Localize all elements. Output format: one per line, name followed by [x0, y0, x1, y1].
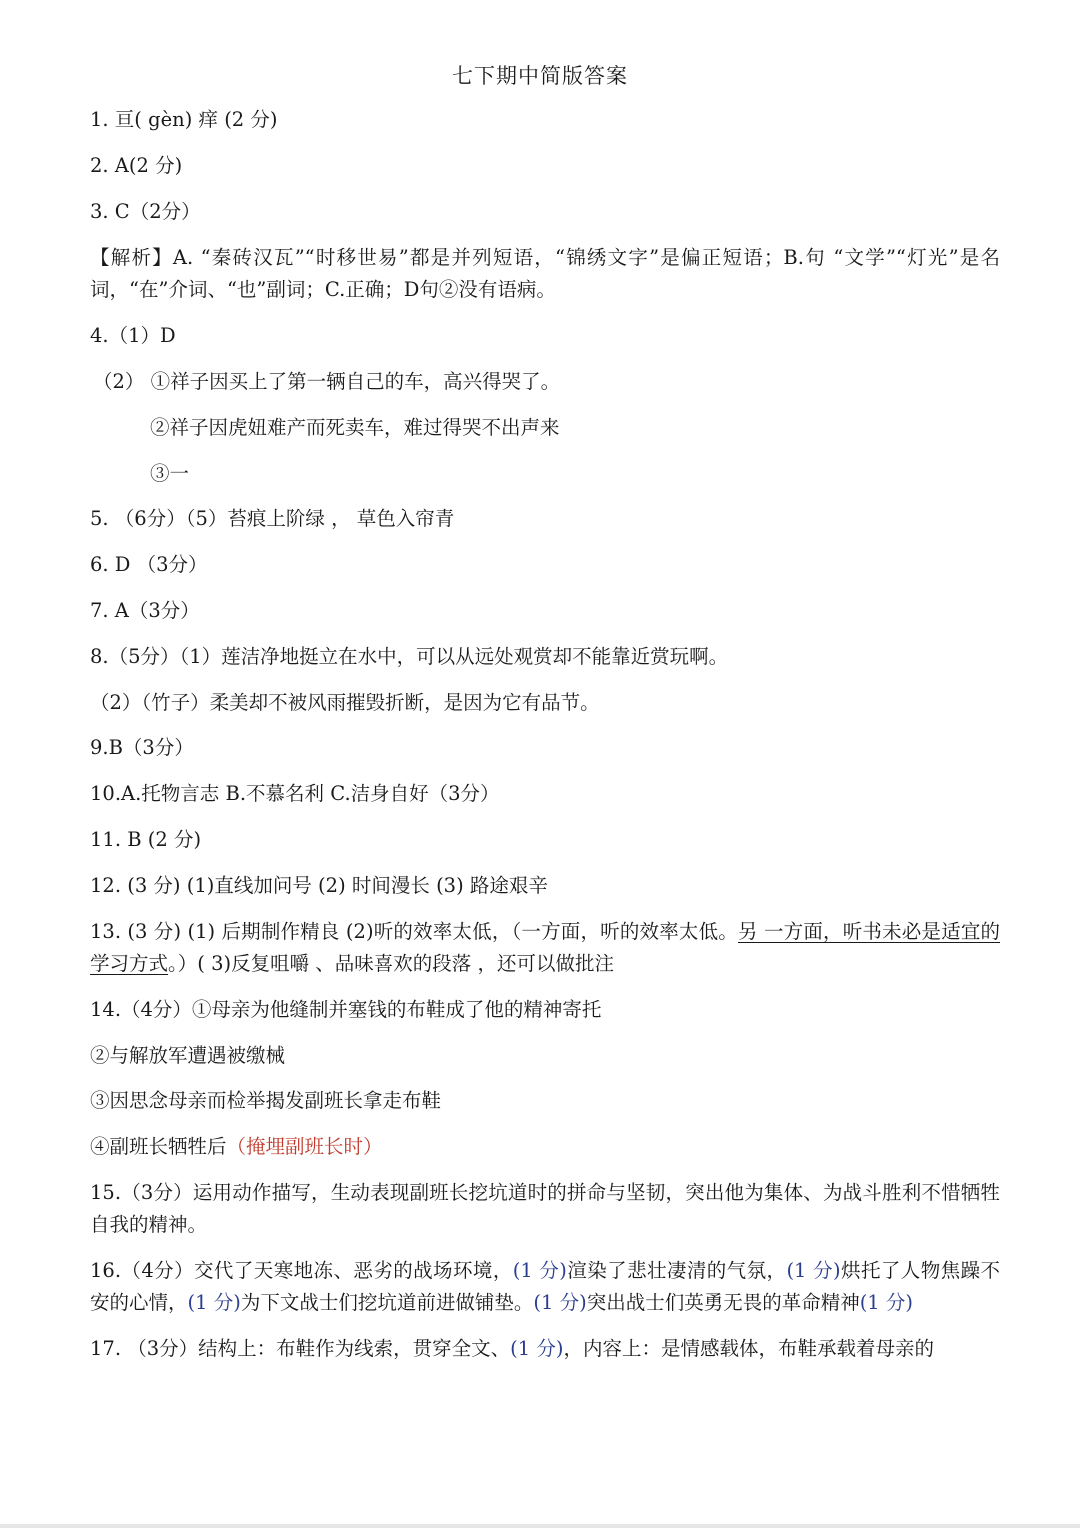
- answer-14-item-4: [90, 1131, 383, 1163]
- answer-15: 15.（3分）运用动作描写，生动表现副班长挖坑道时的拼命与坚韧，突出他为集体、为战斗胜利不惜牺牲自我的精神。: [90, 1181, 1000, 1236]
- answer-4-part-2-c: ③一: [150, 462, 190, 485]
- answer-13: [90, 916, 1000, 980]
- answer-16: [90, 1255, 1000, 1319]
- answer-2: 2. A(2 分): [90, 154, 183, 177]
- answer-13-text-end: 。）( 3)反复咀嚼 、品味喜欢的段落 ，还可以做批注: [168, 952, 614, 975]
- answer-7: 7. A（3分）: [90, 599, 200, 622]
- answer-17-text-2: ，内容上：是情感载体，布鞋承载着母亲的: [563, 1337, 934, 1360]
- point-mark: (1 分): [187, 1291, 241, 1314]
- answer-1: 1. 亘( gèn) 痒 (2 分): [90, 108, 278, 131]
- answer-9: 9.B（3分）: [90, 736, 194, 759]
- answer-4-part-2: （2） ①祥子因买上了第一辆自己的车，高兴得哭了。: [93, 370, 561, 393]
- answer-4-part-1: 4.（1）D: [90, 324, 176, 347]
- page-title: 七下期中简版答案: [452, 64, 628, 88]
- answer-14-item-4-text: ④副班长牺牲后: [90, 1135, 227, 1158]
- answer-14-red-note: （掩埋副班长时）: [226, 1135, 383, 1158]
- answer-8-part-2: （2）（竹子）柔美却不被风雨摧毁折断，是因为它有品节。: [90, 691, 600, 714]
- answer-8-part-1: 8.（5分）（1）莲洁净地挺立在水中，可以从远处观赏却不能靠近赏玩啊。: [90, 645, 729, 668]
- answer-3: 3. C（2分）: [90, 200, 201, 223]
- answer-17-text-1: 17. （3分）结构上：布鞋作为线索，贯穿全文、: [90, 1337, 511, 1360]
- answer-14-item-2: ②与解放军遭遇被缴械: [90, 1044, 286, 1067]
- answer-17: [90, 1333, 934, 1365]
- answer-16-text-3: 烘托了人物焦躁不安的心情，: [90, 1259, 1000, 1314]
- answer-16-text-1: 16.（4分）交代了天寒地冻、恶劣的战场环境，: [90, 1259, 513, 1282]
- point-mark: (1 分): [510, 1337, 564, 1360]
- point-mark: (1 分): [533, 1291, 587, 1314]
- point-mark: (1 分): [859, 1291, 914, 1314]
- answer-5: 5. （6分）（5）苔痕上阶绿 ， 草色入帘青: [90, 507, 455, 530]
- answer-13-underlined: 另 一方面，听书未必是适宜的学习方式: [90, 920, 1000, 975]
- answer-4-part-2-b: ②祥子因虎妞难产而死卖车，难过得哭不出声来: [150, 416, 560, 439]
- answer-6: 6. D （3分）: [90, 553, 208, 576]
- scan-bottom-edge: [0, 1524, 1080, 1528]
- answer-3-analysis: 【解析】A. “秦砖汉瓦”“时移世易”都是并列短语，“锦绣文字”是偏正短语；B.句 “文学”“灯光”是名词，“在”介词、“也”副词；C.正确；D句②没有语病。: [90, 246, 1000, 301]
- point-mark: (1 分): [786, 1259, 841, 1282]
- answer-14-item-3: ③因思念母亲而检举揭发副班长拿走布鞋: [90, 1089, 442, 1112]
- answer-16-text-4: 为下文战士们挖坑道前进做铺垫。: [240, 1291, 534, 1314]
- answer-14-item-1: 14.（4分）①母亲为他缝制并塞钱的布鞋成了他的精神寄托: [90, 998, 602, 1021]
- point-mark: (1 分): [512, 1259, 567, 1282]
- answer-12: 12. (3 分) (1)直线加问号 (2) 时间漫长 (3) 路途艰辛: [90, 874, 548, 897]
- answer-11: 11. B (2 分): [90, 828, 202, 851]
- answer-13-text: 13. (3 分) (1) 后期制作精良 (2)听的效率太低，（一方面，听的效率太低。: [90, 920, 738, 943]
- answer-10: 10.A.托物言志 B.不慕名利 C.洁身自好（3分）: [90, 782, 500, 805]
- answer-16-text-2: 渲染了悲壮凄清的气氛，: [566, 1259, 787, 1282]
- answer-16-text-5: 突出战士们英勇无畏的革命精神: [586, 1291, 860, 1314]
